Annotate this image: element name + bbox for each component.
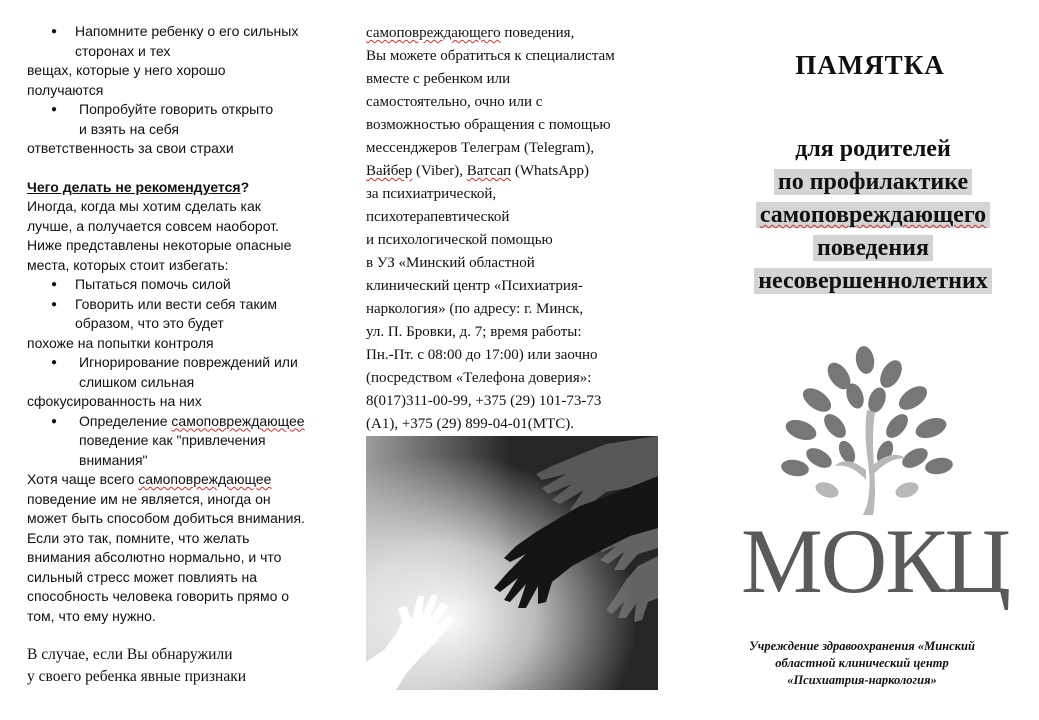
- logo-text: МОКЦ: [740, 510, 1010, 610]
- paragraph: сфокусированность на них: [27, 393, 202, 409]
- mokc-logo: [735, 340, 1015, 610]
- paragraph: вещах, которые у него хорошо получаются: [27, 62, 226, 98]
- paragraph: Хотя чаще всего самоповреждающее поведение им не является, иногда он может быть способом добиться внимания. Если это так, помните, что желать внимания абсолютно нормально, и что сильный стресс может повлиять на способность человека говорить прямо о том, что ему нужно.: [27, 471, 305, 624]
- middle-column: самоповреждающего поведения, Вы можете обратиться к специалистам вместе с ребенком или самостоятельно, очно или с возможностью обращения с помощью мессенджеров Телеграм (Telegram), Вайбер (Viber), Ватсап (WhatsApp) за психиатрической, психотерапевтической и психологической помощью в УЗ «Минский областной клинический центр «Психиатрия- наркология» (по адресу: г. Минск, ул. П. Бровки, д. 7; время работы: Пн.-Пт. с 08:00 до 17:00) или заочно (посредством «Телефона доверия»: 8(017)311-00-99, +375 (29) 101-73-73 (А1), +375 (29) 899-04-01(МТС).: [366, 25, 615, 432]
- paragraph: ответственность за свои страхи: [27, 140, 234, 156]
- left-column: [27, 22, 327, 688]
- paragraph: похоже на попытки контроля: [27, 334, 214, 351]
- intro-paragraph: Иногда, когда мы хотим сделать как лучше, а получается совсем наоборот. Ниже представлены некоторые опасные места, которых стоит избегать:: [27, 198, 292, 273]
- list-item: ● Пытаться помочь силой: [27, 275, 327, 295]
- subtitle: для родителей по профилактике самоповреждающего поведения несовершеннолетних: [728, 133, 1018, 298]
- list-item: ● Напомните ребенку о его сильных сторонах и тех: [27, 22, 327, 61]
- section-heading: Чего делать не рекомендуется?: [27, 178, 250, 195]
- page-title: ПАМЯТКА: [795, 50, 945, 80]
- list-item: ● Говорить или вести себя таким образом, что это будет: [27, 295, 327, 334]
- closing-paragraph: В случае, если Вы обнаружили у своего ребенка явные признаки: [27, 646, 247, 685]
- list-item: ● Определение самоповреждающее поведение как "привлечения внимания": [27, 412, 327, 471]
- institution-name: Учреждение здравоохранения «Минский областной клинический центр «Психиатрия-наркология»: [749, 639, 975, 687]
- list-item: ● Попробуйте говорить открыто и взять на себя: [27, 100, 327, 139]
- hands-photo: [366, 436, 658, 690]
- list-item: ● Игнорирование повреждений или слишком сильная: [27, 353, 327, 392]
